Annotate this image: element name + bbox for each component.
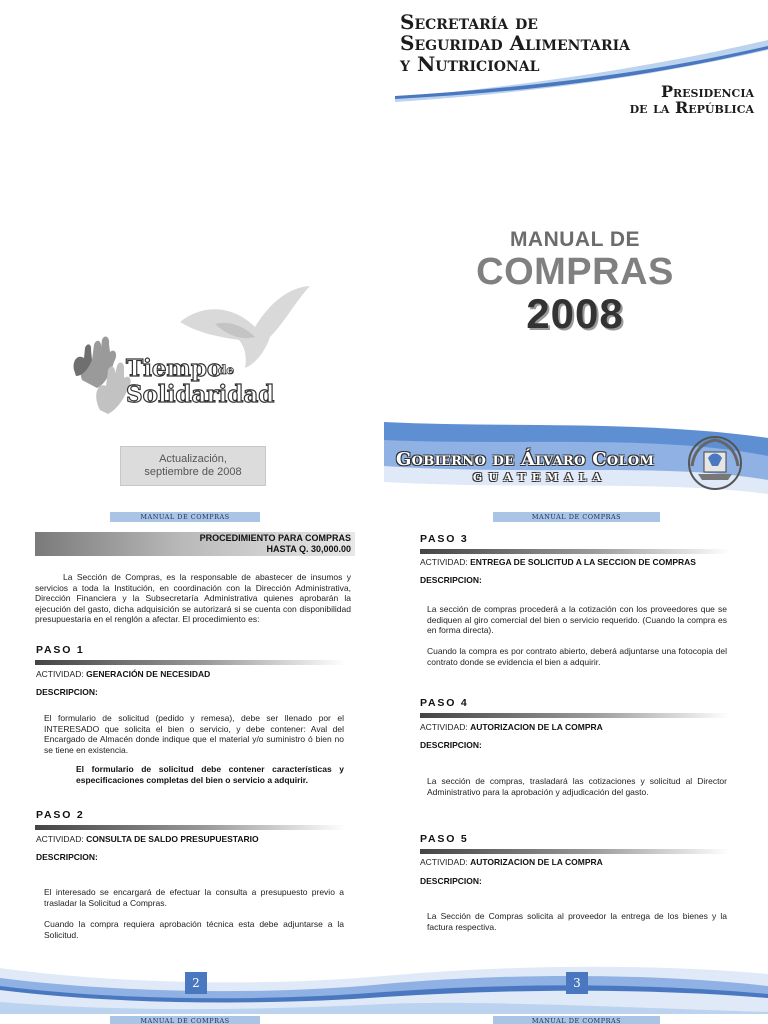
paso-2-paragraph-2: Cuando la compra requiera aprobación técnica esta debe adjuntarse a la Solicitud. bbox=[44, 919, 344, 940]
secretaria-line-1: Secretaría de bbox=[400, 10, 538, 34]
manual-compras-text: COMPRAS bbox=[476, 251, 674, 293]
presidencia-line-2: de la República bbox=[629, 98, 754, 117]
paso-3-paragraph-1: La sección de compras procederá a la cotización con los proveedores que se dediquen al giro comercial del bien o servicio requerido. (Cuando la compra es en forma directa). bbox=[427, 604, 727, 635]
paso-3-activity-prefix: ACTIVIDAD: bbox=[420, 557, 468, 567]
paso-5-paragraph-1: La Sección de Compras solicita al proveedor la entrega de los bienes y la factura respectiva. bbox=[427, 911, 727, 932]
paso-1-label: PASO 1 bbox=[36, 644, 85, 656]
procedure-title-band bbox=[35, 532, 355, 556]
paso-5-activity bbox=[420, 857, 603, 867]
tiempo-word-2: de bbox=[218, 363, 235, 377]
paso-1-activity-value: GENERACIÓN DE NECESIDAD bbox=[86, 669, 211, 679]
gobierno-country: GUATEMALA bbox=[472, 471, 608, 484]
paso-4-activity-prefix: ACTIVIDAD: bbox=[420, 722, 468, 732]
procedure-title-line-2: HASTA Q. 30,000.00 bbox=[266, 543, 351, 554]
header-label-left: MANUAL DE COMPRAS bbox=[110, 512, 260, 522]
paso-4-rule bbox=[420, 713, 730, 718]
intro-paragraph: La Sección de Compras, es la responsable de abastecer de insumos y servicios a toda la Institución, en coordinación con la Dirección Administrativa, Dirección Financiera y la Subsecretaría Administrativa quienes aprobarán la ejecución del gasto, dicha adquisición se autorizará si se cuenta con disponibilidad presupuestaria en el renglón a afectar. El procedimiento es: bbox=[35, 572, 351, 624]
update-date-box bbox=[120, 446, 266, 486]
paso-5-label: PASO 5 bbox=[420, 833, 469, 845]
presidencia-title bbox=[630, 84, 754, 116]
tiempo-word-3: Solidaridad bbox=[126, 381, 275, 406]
paso-3-rule bbox=[420, 549, 730, 554]
paso-3-desc-label: DESCRIPCION: bbox=[420, 575, 482, 585]
procedure-title-line-1: PROCEDIMIENTO PARA COMPRAS bbox=[199, 533, 351, 543]
header-label-right: MANUAL DE COMPRAS bbox=[493, 512, 660, 522]
paso-5-activity-prefix: ACTIVIDAD: bbox=[420, 857, 468, 867]
procedure-title bbox=[91, 532, 351, 554]
paso-4-label: PASO 4 bbox=[420, 697, 469, 709]
paso-1-paragraph-1: El formulario de solicitud (pedido y remesa), debe ser llenado por el INTERESADO que solicita el bien o servicio, y debe contener: Aval del Encargado de Almacén donde indique que el material y/o suministro ó bien no se tiene en existencia. bbox=[44, 713, 344, 755]
coat-of-arms-icon bbox=[684, 430, 746, 492]
paso-1-activity-prefix: ACTIVIDAD: bbox=[36, 669, 84, 679]
presidencia-line-1: Presidencia bbox=[660, 82, 754, 101]
paso-4-desc-label: DESCRIPCION: bbox=[420, 740, 482, 750]
manual-de-text: MANUAL DE bbox=[509, 228, 641, 251]
update-line-2: septiembre de 2008 bbox=[144, 466, 242, 478]
manual-year-text: 2008 bbox=[526, 290, 624, 337]
tiempo-word-1: Tiempo bbox=[126, 355, 223, 382]
paso-3-activity bbox=[420, 557, 696, 567]
paso-2-activity-value: CONSULTA DE SALDO PRESUPUESTARIO bbox=[86, 834, 259, 844]
tiempo-logo-art bbox=[100, 354, 315, 406]
secretaria-line-2: Seguridad Alimentaria bbox=[400, 31, 631, 55]
paso-2-activity-prefix: ACTIVIDAD: bbox=[36, 834, 84, 844]
secretaria-line-3: y Nutricional bbox=[400, 52, 540, 76]
paso-2-paragraph-1: El interesado se encargará de efectuar la consulta a presupuesto previo a trasladar la Solicitud a Compras. bbox=[44, 887, 344, 908]
page-number-right: 3 bbox=[566, 972, 588, 994]
paso-1-activity bbox=[36, 669, 210, 679]
paso-2-activity bbox=[36, 834, 259, 844]
gobierno-title: Gobierno de Álvaro Colom bbox=[396, 449, 655, 470]
paso-3-paragraph-2: Cuando la compra es por contrato abierto, deberá adjuntarse una fotocopia del contrato donde se evidencia el bien a adquirir. bbox=[427, 646, 727, 667]
bottom-blue-swoosh bbox=[0, 958, 768, 1014]
paso-5-activity-value: AUTORIZACION DE LA COMPRA bbox=[470, 857, 603, 867]
manual-title-block bbox=[470, 228, 680, 335]
paso-2-desc-label: DESCRIPCION: bbox=[36, 852, 98, 862]
paso-2-label: PASO 2 bbox=[36, 809, 85, 821]
paso-4-activity-value: AUTORIZACION DE LA COMPRA bbox=[470, 722, 603, 732]
update-line-1: Actualización, bbox=[159, 453, 227, 465]
paso-1-paragraph-2: El formulario de solicitud debe contener características y especificaciones completas del bien o servicio a adquirir. bbox=[76, 764, 344, 785]
footer-label-right: MANUAL DE COMPRAS bbox=[493, 1016, 660, 1024]
paso-5-rule bbox=[420, 849, 730, 854]
paso-2-rule bbox=[35, 825, 345, 830]
page-number-left: 2 bbox=[185, 972, 207, 994]
paso-3-label: PASO 3 bbox=[420, 533, 469, 545]
paso-4-activity bbox=[420, 722, 603, 732]
paso-1-rule bbox=[35, 660, 345, 665]
paso-1-desc-label: DESCRIPCION: bbox=[36, 687, 98, 697]
paso-4-paragraph-1: La sección de compras, trasladará las cotizaciones y solicitud al Director Administrativo para la aprobación y adjudicación del gasto. bbox=[427, 776, 727, 797]
tiempo-de-solidaridad-logo bbox=[100, 354, 315, 406]
footer-label-left: MANUAL DE COMPRAS bbox=[110, 1016, 260, 1024]
paso-5-desc-label: DESCRIPCION: bbox=[420, 876, 482, 886]
paso-3-activity-value: ENTREGA DE SOLICITUD A LA SECCION DE COMPRAS bbox=[470, 557, 696, 567]
